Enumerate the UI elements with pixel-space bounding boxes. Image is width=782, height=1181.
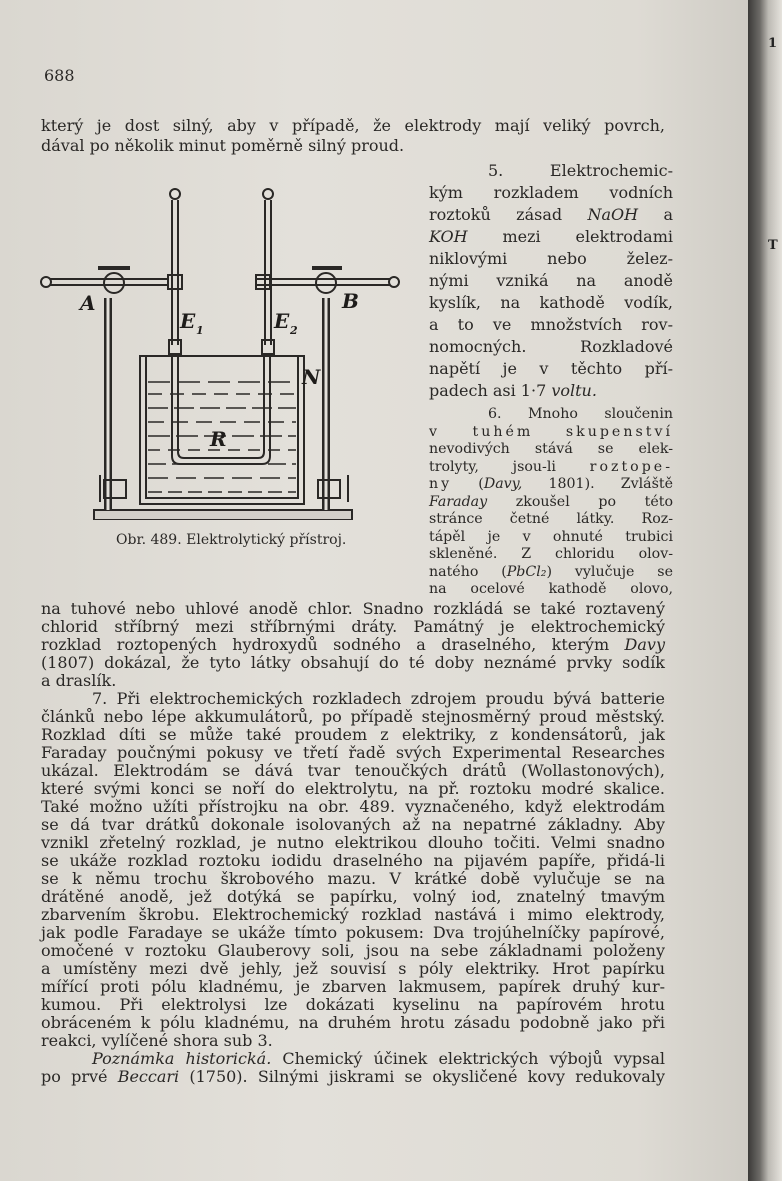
- intro-line: který je dost silný, aby v případě, že elektrody mají veliký povrch,: [41, 116, 665, 135]
- body-line: ukázal. Elektrodám se dává tvar tenoučkých drátů (Wollastonových),: [41, 761, 665, 780]
- column-line: niklovými nebo želez-: [429, 249, 673, 268]
- label-E2-sub: 2: [290, 324, 298, 337]
- column-small-line: v tuhém skupenství: [429, 423, 673, 440]
- column-small-line: skleněné. Z chloridu olov-: [429, 546, 673, 562]
- body-line: reakci, vylíčené shora sub 3.: [41, 1031, 273, 1050]
- body-line: (1807) dokázal, že tyto látky obsahují do té doby neznámé prvky sodík: [41, 653, 665, 672]
- body-line: jak podle Faradaye se ukáže tímto pokusem: Dva trojúhelníčky papírové,: [41, 923, 665, 942]
- body-line: obráceném k pólu kladnému, na druhém hrotu zásadu podobně jako při: [41, 1013, 665, 1032]
- body-line: po prvé Beccari (1750). Silnými jiskrami se okysličené kovy redukovaly: [41, 1067, 665, 1086]
- column-small-line: Faraday zkoušel po této: [429, 493, 673, 510]
- body-line: zbarvením škrobu. Elektrochemický rozklad nastává i mimo elektrody,: [41, 905, 665, 924]
- column-line: KOH mezi elektrodami: [429, 227, 673, 246]
- body-line: drátěné anodě, jež dotýká se papírku, volný iod, znatelný tmavým: [41, 887, 665, 906]
- figure-caption: Obr. 489. Elektrolytický přístroj.: [116, 532, 347, 548]
- body-line: rozklad roztopených hydroxydů sodného a draselného, kterým Davy: [41, 635, 665, 654]
- column-small-line: natého (PbCl₂) vylučuje se: [429, 563, 673, 580]
- column-small-line: tápěl je v ohnuté trubici: [429, 528, 673, 545]
- historical-note-line: Poznámka historická. Chemický účinek elektrických výbojů vypsal: [92, 1049, 665, 1068]
- section-6-heading-line: 6. Mnoho sloučenin: [488, 406, 673, 422]
- body-line: článků nebo lépe akkumulátorů, po případě stejnosměrný proud městský.: [41, 707, 665, 726]
- body-line: kumou. Při elektrolysi lze dokázati kyselinu na papírovém hrotu: [41, 995, 665, 1014]
- body-line: a umístěny mezi dvě jehly, jež souvisí s póly elektriky. Hrot papírku: [41, 959, 665, 978]
- column-small-line: ny (Davy, 1801). Zvláště: [429, 476, 673, 492]
- body-line: Také možno užíti přístrojku na obr. 489. vyznačeného, když elektrodám: [41, 797, 665, 816]
- column-small-line: trolyty, jsou-li roztope-: [429, 458, 673, 475]
- page-number: 688: [44, 66, 75, 85]
- label-E1-sub: 1: [196, 324, 204, 337]
- column-line: roztoků zásad NaOH a: [429, 205, 674, 224]
- body-line: omočené v roztoku Glauberovy soli, jsou na sebe základnami položeny: [41, 941, 665, 960]
- column-small-line: na ocelové kathodě olovo,: [429, 581, 673, 597]
- spine-mark-2: T: [768, 238, 778, 253]
- column-small-line: stránce četné látky. Roz-: [429, 511, 673, 527]
- body-line: se k němu trochu škrobového mazu. V krátké době vylučuje se na: [41, 869, 665, 888]
- body-line: vznikl zřetelný rozklad, je nutno elektrikou dlouho točiti. Velmi snadno: [41, 833, 665, 852]
- body-line: na tuhové nebo uhlové anodě chlor. Snadno rozkládá se také roztavený: [41, 599, 665, 618]
- label-A: A: [80, 291, 96, 315]
- body-line: Faraday poučnými pokusy ve třetí řadě svých Experimental Researches: [41, 743, 665, 762]
- spine-mark-1: 1: [768, 36, 778, 51]
- label-R: R: [210, 427, 227, 451]
- body-line: chlorid stříbrný mezi stříbrnými dráty. Památný je elektrochemický: [41, 617, 665, 636]
- column-line: nomocných. Rozkladové: [429, 337, 673, 356]
- section-5-heading-line: 5. Elektrochemic-: [488, 161, 673, 180]
- column-line: a to ve množstvích rov-: [429, 315, 673, 334]
- book-spine-shadow: [748, 0, 782, 1181]
- body-line: Rozklad díti se může také proudem z elektriky, z kondensátorů, jak: [41, 725, 665, 744]
- body-line: a draslík.: [41, 671, 117, 690]
- label-E1: E: [180, 309, 196, 333]
- section-7-heading-line: 7. Při elektrochemických rozkladech zdrojem proudu bývá batterie: [92, 689, 665, 708]
- body-line: mířící proti pólu kladnému, je zbarven lakmusem, papírek druhý kur-: [41, 977, 665, 996]
- intro-line: dával po několik minut poměrně silný proud.: [41, 136, 405, 155]
- electrolytic-apparatus-figure: [36, 180, 406, 520]
- column-small-line: nevodivých stává se elek-: [429, 441, 673, 457]
- body-line: se ukáže rozklad roztoku iodidu draselného na pijavém papíře, přidá-li: [41, 851, 665, 870]
- body-line: které svými konci se noří do elektrolytu, na př. roztoku modré skalice.: [41, 779, 665, 798]
- label-B: B: [342, 289, 359, 313]
- column-line: padech asi 1·7 voltu.: [429, 381, 597, 400]
- label-E2: E: [274, 309, 290, 333]
- column-line: nými vzniká na anodě: [429, 271, 673, 290]
- column-line: kyslík, na kathodě vodík,: [429, 293, 673, 312]
- label-N: N: [302, 365, 321, 389]
- column-line: napětí je v těchto pří-: [429, 359, 673, 378]
- body-line: se dá tvar drátků dokonale isolovaných až na nepatrné základny. Aby: [41, 815, 665, 834]
- column-line: kým rozkladem vodních: [429, 183, 673, 202]
